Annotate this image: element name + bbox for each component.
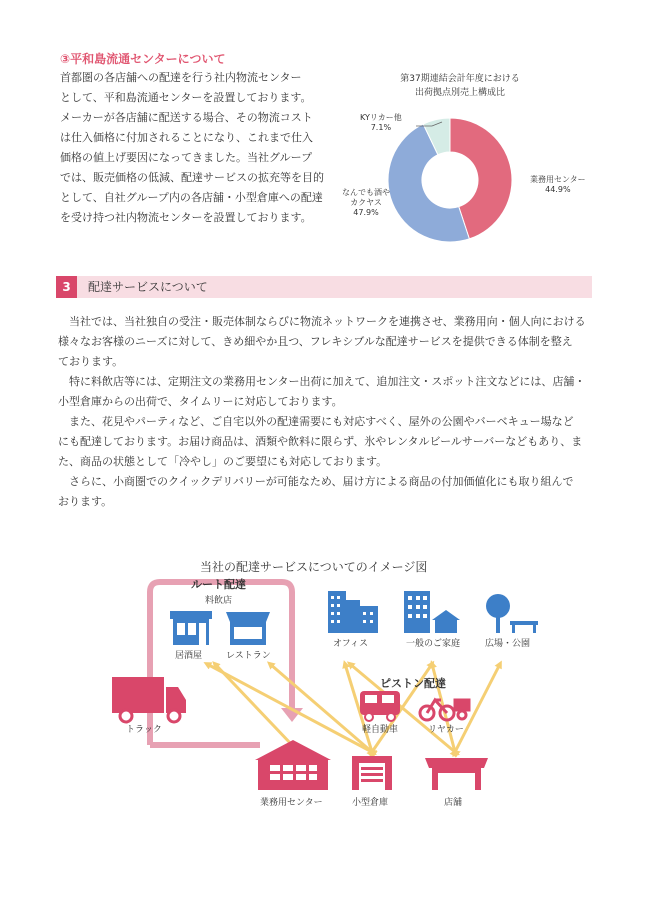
small-warehouse-label: 小型倉庫: [352, 798, 389, 808]
section-number: 3: [56, 276, 77, 298]
section-a-title: ③平和島流通センターについて: [60, 52, 226, 66]
piston-delivery-label: ピストン配達: [380, 677, 446, 690]
chart-title-line: 出荷拠点別売上構成比: [414, 88, 505, 98]
small-warehouse-icon: [352, 756, 392, 790]
body-line: 当社では、当社独自の受注・販売体制ならびに物流ネットワークを連携させ、業務用向・個人向における: [58, 315, 586, 328]
chart-title-line: 第37期連結会計年度における: [400, 74, 520, 84]
chart-title: [375, 72, 545, 100]
cart-label: リヤカー: [428, 725, 464, 735]
body-line: 特に料飲店等には、定期注文の業務用センター出荷に加えて、追加注文・スポット注文などには、店舗・: [58, 375, 586, 388]
park-label: 広場・公園: [485, 639, 531, 649]
light-car-label: 軽自動車: [362, 725, 399, 735]
paragraph-line: は仕入価格に付加されることになり、これまで仕入: [60, 131, 313, 144]
paragraph-line: では、販売価格の低減、配達サービスの拡充等を目的: [60, 171, 324, 184]
office-label: オフィス: [333, 639, 369, 649]
paragraph-line: を受け持つ社内物流センターを設置しております。: [60, 211, 312, 224]
section-b-title: 配達サービスについて: [88, 280, 208, 294]
restaurants-label: 料飲店: [205, 596, 233, 606]
body-line: また、花見やパーティなど、ご自宅以外の配達需要にも対応すべく、屋外の公園やバーベキュー場など: [58, 415, 574, 428]
park-icon: [486, 594, 538, 633]
body-line: 様々なお客様のニーズに対して、きめ細やか且つ、フレキシブルな配達サービスを提供できる体制を整え: [58, 335, 573, 348]
paragraph-line: として、平和島流通センターを設置しております。: [60, 91, 312, 104]
slice-name: 業務用センター: [530, 175, 586, 184]
home-label: 一般のご家庭: [406, 639, 461, 649]
paragraph-line: メーカーが各店舗に配送する場合、その物流コスト: [60, 111, 313, 124]
delivery-diagram: [0, 570, 648, 820]
body-line: た、商品の状態として「冷やし」のご要望にも対応しております。: [58, 455, 388, 468]
section-b-body: [58, 312, 598, 512]
business-center-icon: [255, 740, 331, 790]
slice-value: 7.1%: [370, 123, 392, 132]
light-car-icon: [360, 691, 400, 721]
business-center-label: 業務用センター: [260, 798, 323, 808]
body-line: 小型倉庫からの出荷で、タイムリーに対応しております。: [58, 395, 343, 408]
paragraph-line: 価格の値上げ要因になってきました。当社グループ: [60, 151, 313, 164]
slice-label-ky: [360, 113, 402, 133]
paragraph-line: 首都圏の各店舗への配達を行う社内物流センター: [60, 71, 302, 84]
slice-label-kakuyasu: [342, 188, 390, 218]
body-line: おります。: [58, 495, 113, 508]
store-icon: [425, 758, 488, 790]
body-line: にも配達しております。お届け商品は、酒類や飲料に限らず、氷やレンタルビールサーバーなどもあり、ま: [58, 435, 583, 448]
body-line: さらに、小商圏でのクイックデリバリーが可能なため、届け方による商品の付加価値化にも取り組んで: [58, 475, 574, 488]
slice-label-business: [530, 175, 586, 195]
store-label: 店舗: [444, 798, 463, 808]
diagram-title: 当社の配達サービスについてのイメージ図: [200, 560, 428, 574]
restaurant-label: レストラン: [226, 651, 271, 661]
izakaya-icon: [170, 611, 212, 645]
slice-name: カクヤス: [350, 198, 382, 207]
izakaya-label: 居酒屋: [175, 651, 203, 661]
route-delivery-label: ルート配達: [191, 578, 246, 591]
restaurant-icon: [226, 612, 270, 645]
slice-name: なんでも酒や: [342, 188, 390, 197]
slice-name: KYリカー他: [360, 113, 402, 122]
section-a-paragraph: [60, 68, 335, 228]
home-icon: [404, 591, 460, 633]
paragraph-line: として、自社グループ内の各店舗・小型倉庫への配達: [60, 191, 323, 204]
truck-label: トラック: [126, 725, 162, 735]
body-line: ております。: [58, 355, 124, 368]
slice-value: 44.9%: [545, 185, 571, 194]
office-icon: [328, 591, 378, 633]
slice-value: 47.9%: [353, 208, 379, 217]
